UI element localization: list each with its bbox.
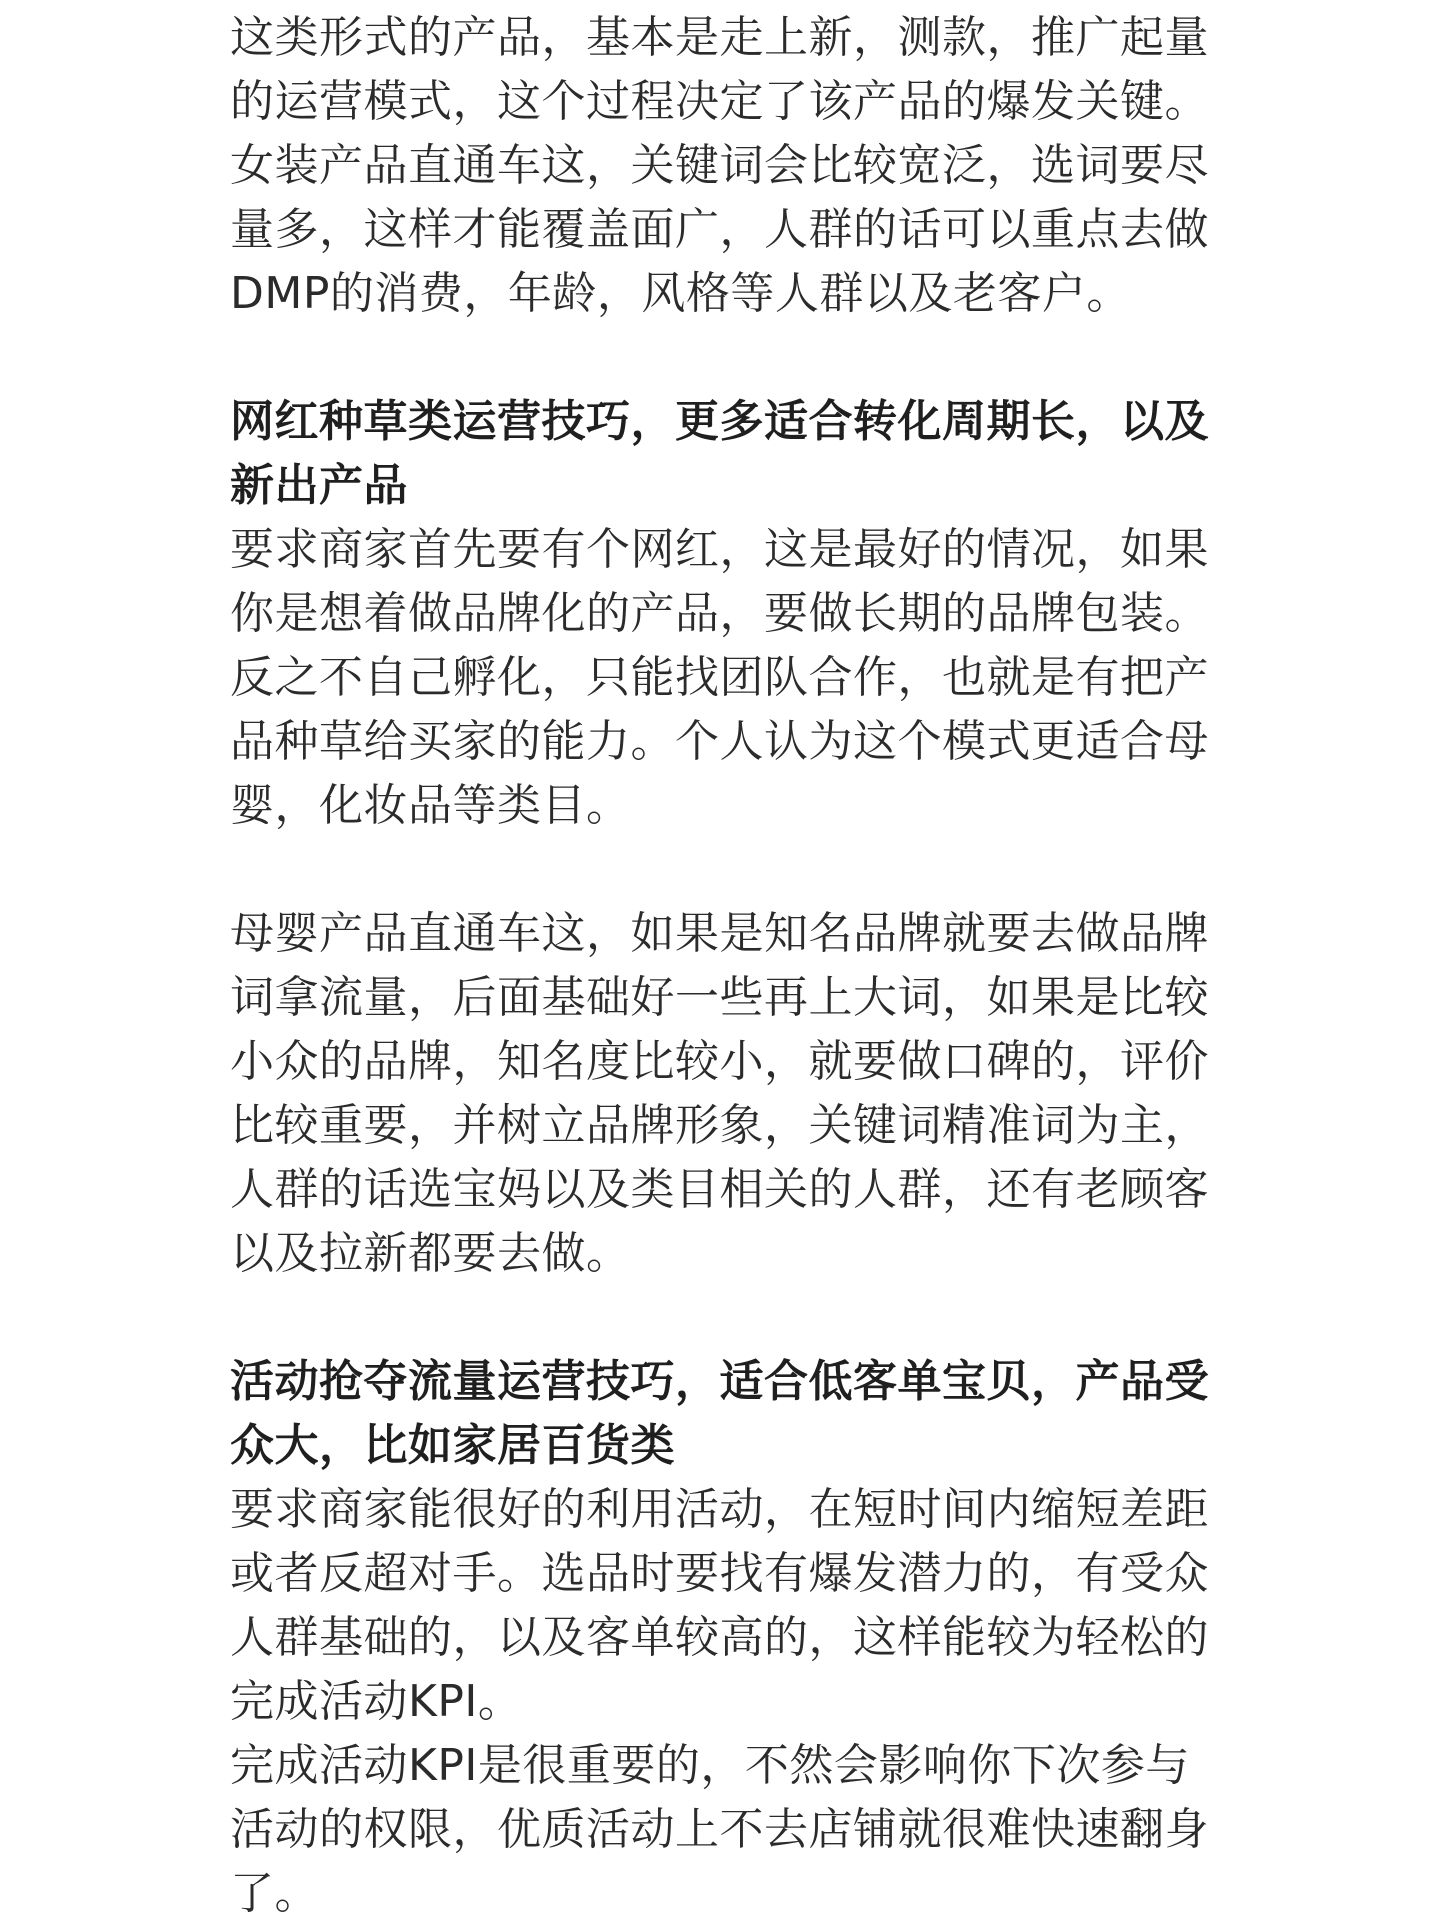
text-line: 或者反超对手。选品时要找有爆发潜力的，有受众 [230, 1548, 1209, 1599]
heading-line: 新出产品 [230, 460, 408, 511]
paragraph-intro [230, 6, 1215, 326]
text-line: 了。 [230, 1868, 319, 1919]
text-line: 量多，这样才能覆盖面广，人群的话可以重点去做 [230, 204, 1209, 255]
text-line: 女装产品直通车这，关键词会比较宽泛，选词要尽 [230, 140, 1209, 191]
text-line: 这类形式的产品，基本是走上新，测款，推广起量 [230, 12, 1209, 63]
text-line: 完成活动KPI是很重要的，不然会影响你下次参与 [230, 1740, 1190, 1791]
paragraph-influencer [230, 518, 1215, 838]
paragraph-spacer [230, 326, 1215, 390]
text-line: 人群的话选宝妈以及类目相关的人群，还有老顾客 [230, 1164, 1209, 1215]
text-line: 词拿流量，后面基础好一些再上大词，如果是比较 [230, 972, 1209, 1023]
paragraph-kpi [230, 1734, 1215, 1926]
paragraph-baby [230, 902, 1215, 1286]
heading-line: 活动抢夺流量运营技巧，适合低客单宝贝，产品受 [230, 1356, 1209, 1407]
text-line: 以及拉新都要去做。 [230, 1228, 631, 1279]
text-line: 反之不自己孵化，只能找团队合作，也就是有把产 [230, 652, 1209, 703]
heading-line: 众大，比如家居百货类 [230, 1420, 675, 1471]
heading-activity [230, 1350, 1215, 1478]
paragraph-spacer [230, 1286, 1215, 1350]
text-line: 活动的权限，优质活动上不去店铺就很难快速翻身 [230, 1804, 1209, 1855]
text-line: DMP的消费，年龄，风格等人群以及老客户。 [230, 268, 1131, 319]
text-line: 婴，化妆品等类目。 [230, 780, 631, 831]
text-line: 要求商家首先要有个网红，这是最好的情况，如果 [230, 524, 1209, 575]
paragraph-spacer [230, 838, 1215, 902]
text-line: 小众的品牌，知名度比较小，就要做口碑的，评价 [230, 1036, 1209, 1087]
heading-influencer [230, 390, 1215, 518]
text-line: 人群基础的，以及客单较高的，这样能较为轻松的 [230, 1612, 1209, 1663]
paragraph-activity [230, 1478, 1215, 1734]
text-line: 的运营模式，这个过程决定了该产品的爆发关键。 [230, 76, 1209, 127]
text-line: 你是想着做品牌化的产品，要做长期的品牌包装。 [230, 588, 1209, 639]
heading-line: 网红种草类运营技巧，更多适合转化周期长，以及 [230, 396, 1209, 447]
text-line: 比较重要，并树立品牌形象，关键词精准词为主， [230, 1100, 1209, 1151]
text-line: 品种草给买家的能力。个人认为这个模式更适合母 [230, 716, 1209, 767]
text-line: 完成活动KPI。 [230, 1676, 523, 1727]
article-body [230, 6, 1215, 1926]
text-line: 母婴产品直通车这，如果是知名品牌就要去做品牌 [230, 908, 1209, 959]
text-line: 要求商家能很好的利用活动，在短时间内缩短差距 [230, 1484, 1209, 1535]
